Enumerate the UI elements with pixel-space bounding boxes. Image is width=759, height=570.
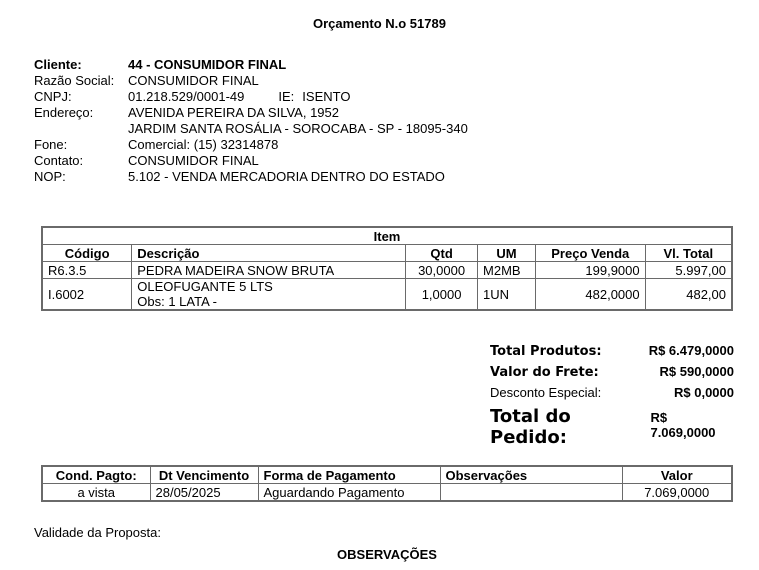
spacer <box>34 121 128 137</box>
items-caption: Item <box>42 227 732 245</box>
header-obs: Observações <box>440 466 622 484</box>
cell-preco: 482,0000 <box>535 279 645 311</box>
total-pedido-row <box>490 406 734 448</box>
validade-label: Validade da Proposta: <box>34 525 161 540</box>
cell-vencimento: 28/05/2025 <box>150 484 258 502</box>
ie-value: ISENTO <box>302 89 351 104</box>
cell-obs: Obs: 1 LATA - <box>137 294 217 309</box>
total-pedido-label: Total do Pedido: <box>490 406 571 448</box>
cell-obs <box>440 484 622 502</box>
cell-forma: Aguardando Pagamento <box>258 484 440 502</box>
document-title: Orçamento N.o 51789 <box>313 16 446 31</box>
table-row <box>42 484 732 502</box>
items-header-row <box>42 245 732 262</box>
cell-valor: 7.069,0000 <box>622 484 732 502</box>
items-caption-row <box>42 227 732 245</box>
cliente-value: 44 - CONSUMIDOR FINAL <box>128 57 287 72</box>
endereco-line1: AVENIDA PEREIRA DA SILVA, 1952 <box>128 105 339 120</box>
header-cond: Cond. Pagto: <box>42 466 150 484</box>
desconto-row <box>490 385 734 406</box>
cell-descricao-block <box>132 279 406 311</box>
totals-block <box>490 343 734 448</box>
cell-cond: a vista <box>42 484 150 502</box>
contato-row <box>34 153 468 169</box>
cell-total: 482,00 <box>645 279 732 311</box>
razao-row <box>34 73 468 89</box>
cnpj-row <box>34 89 468 105</box>
payment-header-row <box>42 466 732 484</box>
client-info <box>34 57 468 185</box>
frete-row <box>490 364 734 385</box>
header-total: Vl. Total <box>645 245 732 262</box>
cliente-row <box>34 57 468 73</box>
header-vencimento: Dt Vencimento <box>150 466 258 484</box>
fone-label: Fone: <box>34 137 68 152</box>
observacoes-title: OBSERVAÇÕES <box>337 547 437 562</box>
razao-label: Razão Social: <box>34 73 115 88</box>
total-pedido-value: R$ 7.069,0000 <box>650 410 716 440</box>
cell-codigo: I.6002 <box>42 279 132 311</box>
cell-descricao: OLEOFUGANTE 5 LTS <box>137 279 273 294</box>
items-table <box>41 226 733 311</box>
cell-preco: 199,9000 <box>535 262 645 279</box>
nop-value: 5.102 - VENDA MERCADORIA DENTRO DO ESTADO <box>128 169 445 184</box>
cell-qtd: 1,0000 <box>406 279 478 311</box>
header-descricao: Descrição <box>132 245 406 262</box>
ie-label: IE: <box>278 89 295 104</box>
cell-codigo: R6.3.5 <box>42 262 132 279</box>
desconto-label: Desconto Especial: <box>490 385 602 400</box>
cell-um: M2MB <box>478 262 536 279</box>
total-produtos-label: Total Produtos: <box>490 344 602 359</box>
frete-value: R$ 590,0000 <box>659 364 734 379</box>
nop-row <box>34 169 468 185</box>
header-qtd: Qtd <box>406 245 478 262</box>
frete-label: Valor do Frete: <box>490 365 599 380</box>
contato-value: CONSUMIDOR FINAL <box>128 153 259 168</box>
contato-label: Contato: <box>34 153 84 168</box>
cell-um: 1UN <box>478 279 536 311</box>
header-preco: Preço Venda <box>535 245 645 262</box>
endereco-line2: JARDIM SANTA ROSÁLIA - SOROCABA - SP - 18095-340 <box>128 121 468 136</box>
endereco-row-2 <box>34 121 468 137</box>
razao-value: CONSUMIDOR FINAL <box>128 73 259 88</box>
fone-row <box>34 137 468 153</box>
cnpj-value: 01.218.529/0001-49 <box>128 89 245 104</box>
header-forma: Forma de Pagamento <box>258 466 440 484</box>
cell-total: 5.997,00 <box>645 262 732 279</box>
desconto-value: R$ 0,0000 <box>674 385 734 400</box>
fone-value: Comercial: (15) 32314878 <box>128 137 279 152</box>
header-um: UM <box>478 245 536 262</box>
cnpj-label: CNPJ: <box>34 89 72 104</box>
nop-label: NOP: <box>34 169 66 184</box>
header-codigo: Código <box>42 245 132 262</box>
total-produtos-row <box>490 343 734 364</box>
cliente-label: Cliente: <box>34 57 82 72</box>
table-row <box>42 262 732 279</box>
endereco-label: Endereço: <box>34 105 94 120</box>
endereco-row <box>34 105 468 121</box>
total-produtos-value: R$ 6.479,0000 <box>648 343 734 358</box>
cell-descricao: PEDRA MADEIRA SNOW BRUTA <box>132 262 406 279</box>
cell-qtd: 30,0000 <box>406 262 478 279</box>
payment-table <box>41 465 733 502</box>
table-row <box>42 279 732 311</box>
header-valor: Valor <box>622 466 732 484</box>
